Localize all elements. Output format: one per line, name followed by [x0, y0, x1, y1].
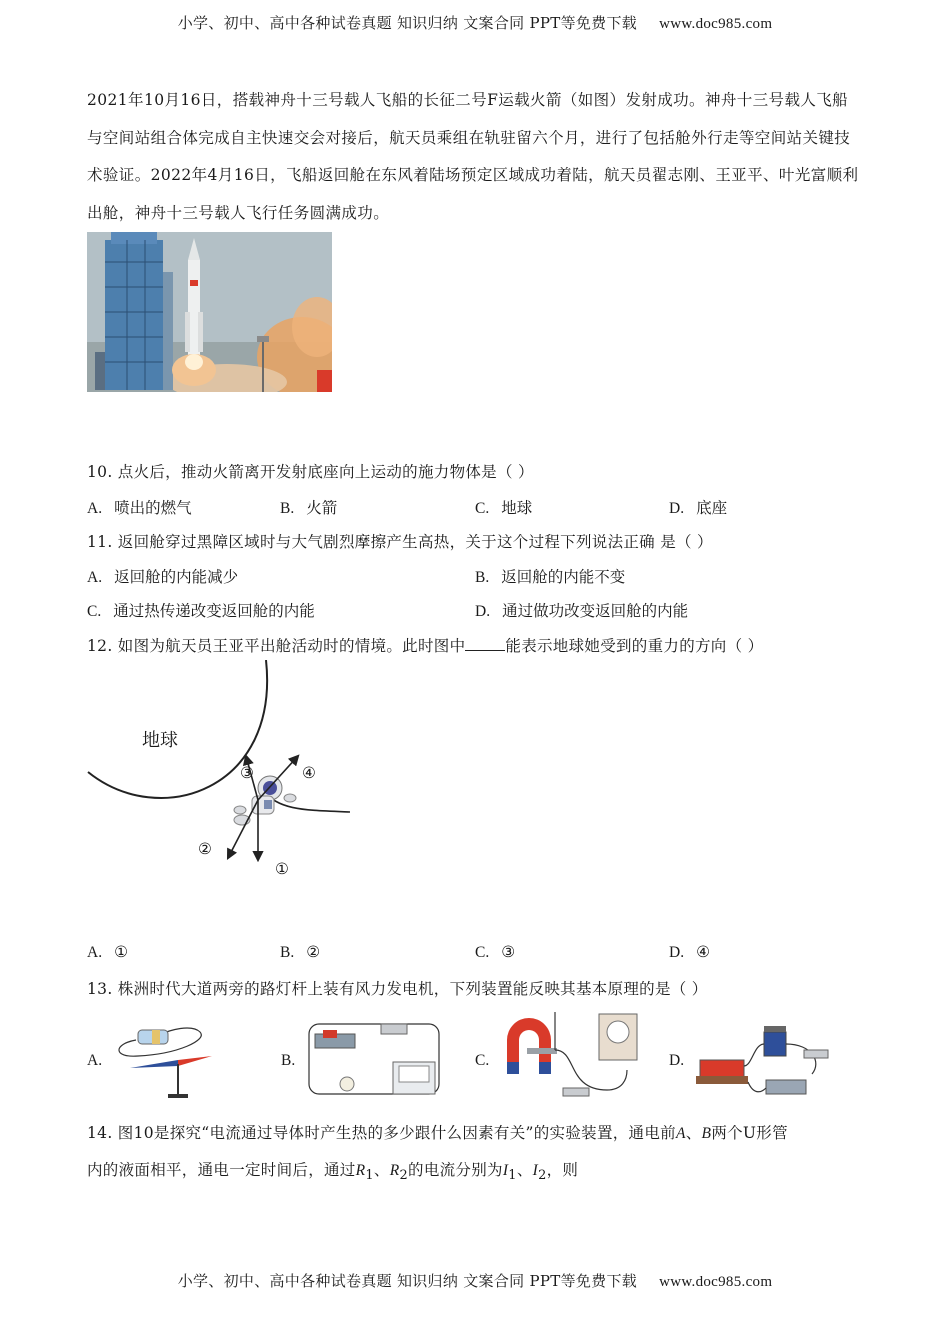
- q10-option-b[interactable]: B. 火箭: [280, 499, 338, 517]
- magnet-galvanometer-figure: [497, 1010, 642, 1106]
- answer-blank: [465, 636, 505, 651]
- arrow-label-3: ③: [240, 764, 254, 782]
- question-12-stem: 12. 如图为航天员王亚平出舱活动时的情境。此时图中 能表示地球她受到的重力的方向（ ）: [87, 637, 764, 655]
- q11-option-a[interactable]: A. 返回舱的内能减少: [87, 568, 239, 586]
- q13-option-b[interactable]: B.: [281, 1052, 296, 1069]
- question-13-stem: 13. 株洲时代大道两旁的路灯杆上装有风力发电机，下列装置能反映其基本原理的是（ ）: [87, 980, 708, 998]
- page-footer: [0, 1270, 950, 1291]
- rocket-launch-photo: [87, 232, 332, 392]
- q12-option-d[interactable]: D. ④: [669, 943, 710, 961]
- question-14-line-2: 内的液面相平，通电一定时间后，通过$R_1$、$R_2$的电流分别为$I_1$、$I_2$，则: [87, 1161, 579, 1184]
- astronaut-gravity-figure: [80, 660, 370, 890]
- q13-option-d[interactable]: D.: [669, 1052, 685, 1069]
- motor-battery-figure: [692, 1022, 832, 1104]
- footer-site-link[interactable]: www.doc985.com: [659, 1274, 773, 1290]
- circuit-ammeter-figure: [303, 1018, 445, 1104]
- q11-option-d[interactable]: D. 通过做功改变返回舱的内能: [475, 602, 689, 620]
- q13-option-c[interactable]: C.: [475, 1052, 490, 1069]
- q12-option-c[interactable]: C. ③: [475, 943, 516, 961]
- compass-solenoid-figure: [108, 1020, 218, 1102]
- q10-option-d[interactable]: D. 底座: [669, 499, 728, 517]
- q12-option-b[interactable]: B. ②: [280, 943, 321, 961]
- question-11-stem: 11. 返回舱穿过黑障区域时与大气剧烈摩擦产生高热，关于这个过程下列说法正确 是（ ）: [87, 533, 713, 551]
- intro-paragraph: 2021年10月16日，搭载神舟十三号载人飞船的长征二号F运载火箭（如图）发射成功。神舟十三号载人飞船与空间站组合体完成自主快速交会对接后，航天员乘组在轨驻留六个月，进行了包括舱外行走等空间站关键技术验证。2022年4月16日，飞船返回舱在东风着陆场预定区域成功着陆，航天员翟志刚、王亚平、叶光富顺利出舱，神舟十三号载人飞行任务圆满成功。: [87, 91, 859, 222]
- q12-option-a[interactable]: A. ①: [87, 943, 128, 961]
- header-title: 小学、初中、高中各种试卷真题 知识归纳 文案合同 PPT等免费下载: [177, 14, 638, 32]
- arrow-label-1: ①: [275, 860, 289, 878]
- page-header: [0, 12, 950, 33]
- astronaut-icon: [234, 776, 296, 825]
- header-site-link[interactable]: www.doc985.com: [659, 16, 773, 32]
- q11-option-c[interactable]: C. 通过热传递改变返回舱的内能: [87, 602, 315, 620]
- q10-option-a[interactable]: A. 喷出的燃气: [87, 499, 192, 517]
- q13-option-a[interactable]: A.: [87, 1052, 103, 1069]
- earth-label: 地球: [142, 730, 178, 751]
- arrow-label-2: ②: [198, 840, 212, 858]
- question-14-line-1: 14. 图10是探究“电流通过导体时产生热的多少跟什么因素有关”的实验装置，通电前A、B两个U形管: [87, 1124, 788, 1142]
- q10-option-c[interactable]: C. 地球: [475, 499, 533, 517]
- q11-option-b[interactable]: B. 返回舱的内能不变: [475, 568, 626, 586]
- footer-title: 小学、初中、高中各种试卷真题 知识归纳 文案合同 PPT等免费下载: [177, 1272, 638, 1290]
- question-10-stem: 10. 点火后，推动火箭离开发射底座向上运动的施力物体是（ ）: [87, 463, 534, 481]
- arrow-label-4: ④: [302, 764, 316, 782]
